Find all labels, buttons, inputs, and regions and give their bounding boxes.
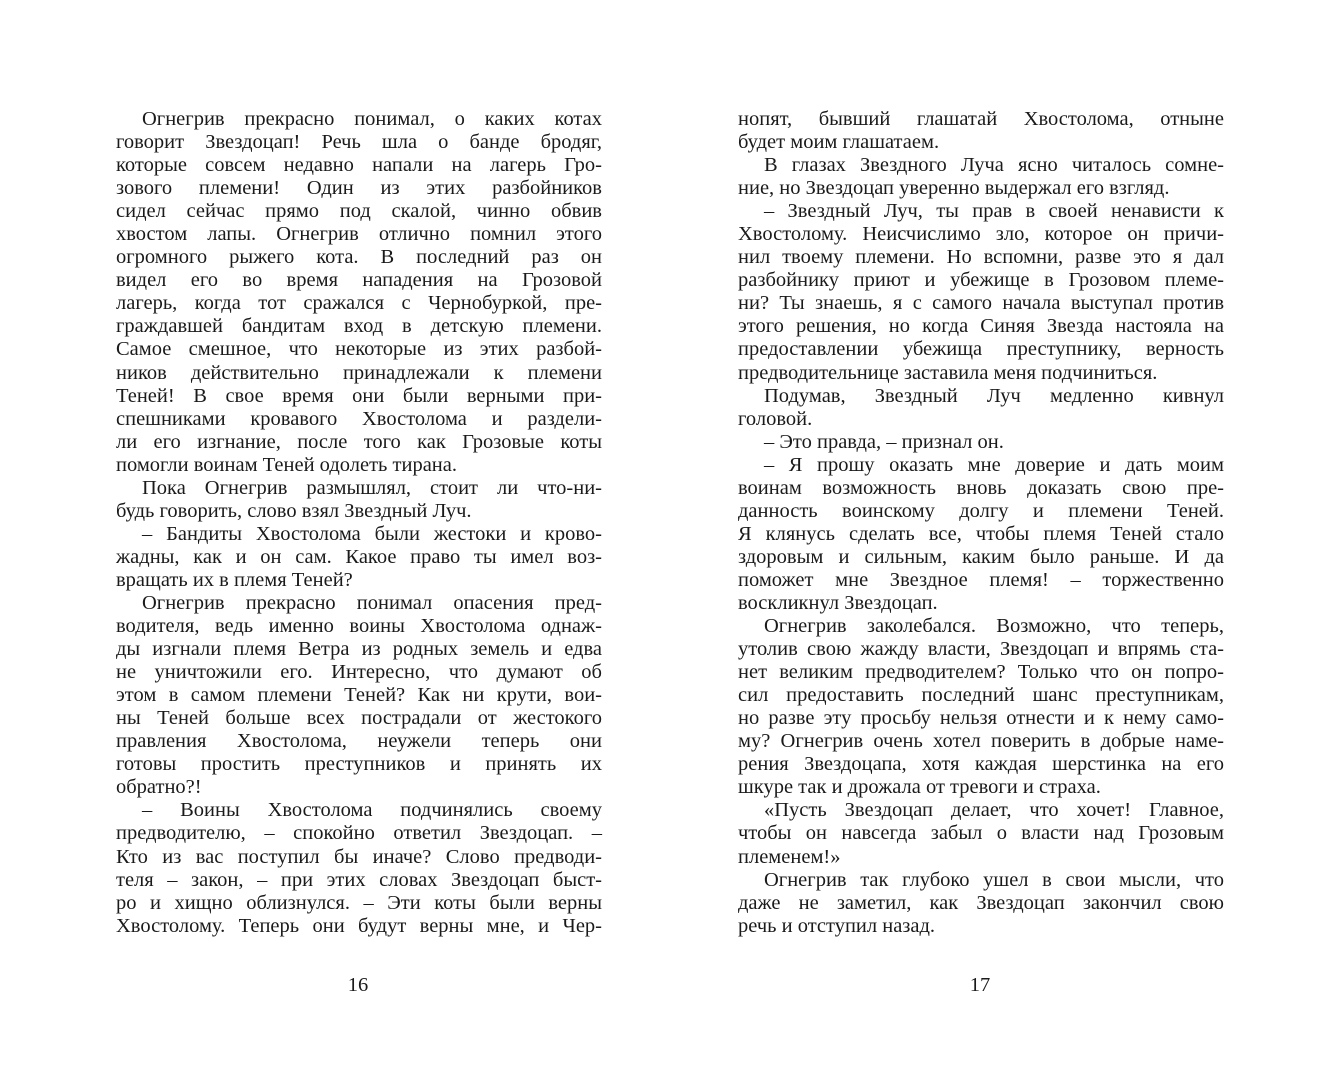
text-line: – Это правда, – признал он. <box>764 430 1004 453</box>
text-line: будет моим глашатаем. <box>738 131 940 154</box>
text-line: этого решения, но когда Синяя Звезда настояла на <box>738 315 1224 338</box>
text-line: чтобы он навсегда забыл о власти над Грозовым <box>738 822 1224 845</box>
text-line: воинам возможность вновь доказать свою пре- <box>738 476 1224 499</box>
text-line: головой. <box>738 407 813 430</box>
text-line: здоровым и сильным, каким было раньше. И да <box>738 545 1224 568</box>
text-line: шкуре так и дрожала от тревоги и страха. <box>738 776 1101 799</box>
text-line: му? Огнегрив очень хотел поверить в добрые наме- <box>738 730 1224 753</box>
text-line: жадны, как и он сам. Какое право ты имел воз- <box>116 545 602 568</box>
text-line: ние, но Звездоцап уверенно выдержал его взгляд. <box>738 177 1170 200</box>
text-line: ников действительно принадлежали к племени <box>116 361 602 384</box>
text-line: будь говорить, слово взял Звездный Луч. <box>116 499 472 522</box>
text-line: Огнегрив так глубоко ушел в свои мысли, что <box>764 868 1224 891</box>
text-line: этом в самом племени Теней? Как ни крути, вои- <box>116 684 602 707</box>
text-line: нет великим предводителем? Только что он попро- <box>738 661 1224 684</box>
text-line: вращать их в племя Теней? <box>116 568 353 591</box>
text-line: лагерь, когда тот сражался с Чернобуркой, пре- <box>116 292 602 315</box>
text-line: – Я прошу оказать мне доверие и дать моим <box>764 453 1224 476</box>
text-line: правления Хвостолома, неужели теперь они <box>116 730 602 753</box>
text-line: ли его изгнание, после того как Грозовые коты <box>116 430 602 453</box>
text-line: Огнегрив прекрасно понимал опасения пред- <box>142 591 602 614</box>
text-line: граждавшей бандитам вход в детскую племени. <box>116 315 602 338</box>
text-line: «Пусть Звездоцап делает, что хочет! Главное, <box>764 799 1224 822</box>
text-line: готовы простить преступников и принять их <box>116 753 602 776</box>
text-line: – Воины Хвостолома подчинялись своему <box>142 799 602 822</box>
text-line: Хвостолому. Неисчислимо зло, которое он причи- <box>738 223 1224 246</box>
text-line: В глазах Звездного Луча ясно читалось сомне- <box>764 154 1224 177</box>
right-page-text <box>738 108 1224 938</box>
text-line: которые совсем недавно напали на лагерь Гро- <box>116 154 602 177</box>
text-line: Огнегрив прекрасно понимал, о каких котах <box>142 108 602 130</box>
text-line: воскликнул Звездоцап. <box>738 591 938 614</box>
text-line: нопят, бывший глашатай Хвостолома, отныне <box>738 108 1224 130</box>
text-line: Теней! В свое время они были верными при- <box>116 384 602 407</box>
text-line: ды изгнали племя Ветра из родных земель и едва <box>116 638 602 661</box>
left-page <box>0 0 668 1080</box>
text-line: зового племени! Один из этих разбойников <box>116 177 602 200</box>
text-line: водителя, ведь именно воины Хвостолома однаж- <box>116 615 602 638</box>
text-line: Я клянусь сделать все, чтобы племя Теней стало <box>738 522 1224 545</box>
text-line: – Бандиты Хвостолома были жестоки и крово- <box>142 522 602 545</box>
text-line: речь и отступил назад. <box>738 914 936 937</box>
text-line: ни? Ты знаешь, я с самого начала выступал против <box>738 292 1224 315</box>
text-line: Подумав, Звездный Луч медленно кивнул <box>764 384 1224 407</box>
text-line: не уничтожили его. Интересно, что думают об <box>116 661 602 684</box>
text-line: теля – закон, – при этих словах Звездоцап быст- <box>116 868 602 891</box>
text-line: огромного рыжего кота. В последний раз он <box>116 246 602 269</box>
text-line: разбойнику приют и убежище в Грозовом племе- <box>738 269 1224 292</box>
text-line: Самое смешное, что некоторые из этих разбой- <box>116 338 602 361</box>
text-line: сидел сейчас прямо под скалой, чинно обвив <box>116 200 602 223</box>
right-page <box>668 0 1337 1080</box>
text-line: ро и хищно облизнулся. – Эти коты были верны <box>116 891 602 914</box>
text-line: предводительнице заставила меня подчиниться. <box>738 361 1158 384</box>
text-line: рения Звездоцапа, хотя каждая шерстинка на его <box>738 753 1224 776</box>
text-line: – Звездный Луч, ты прав в своей ненависти к <box>764 200 1224 223</box>
text-line: Хвостолому. Теперь они будут верны мне, и Чер- <box>116 914 602 937</box>
text-line: нил твоему племени. Но вспомни, разве это я дал <box>738 246 1224 269</box>
text-line: предводителю, – спокойно ответил Звездоцап. – <box>116 822 602 845</box>
text-line: видел его во время нападения на Грозовой <box>116 269 602 292</box>
text-line: данность воинскому долгу и племени Теней. <box>738 499 1224 522</box>
text-line: даже не заметил, как Звездоцап закончил свою <box>738 891 1224 914</box>
text-line: говорит Звездоцап! Речь шла о банде бродяг, <box>116 131 602 154</box>
text-line: ны Теней больше всех пострадали от жестокого <box>116 707 602 730</box>
text-line: обратно?! <box>116 776 202 799</box>
page-number: 17 <box>969 974 991 996</box>
text-line: племенем!» <box>738 845 841 868</box>
text-line: сил предоставить последний шанс преступникам, <box>738 684 1224 707</box>
text-line: утолив свою жажду власти, Звездоцап и впрямь ста- <box>738 638 1224 661</box>
text-line: помогли воинам Теней одолеть тирана. <box>116 453 457 476</box>
text-line: Огнегрив заколебался. Возможно, что теперь, <box>764 615 1224 638</box>
text-line: Кто из вас поступил бы иначе? Слово предводи- <box>116 845 602 868</box>
text-line: предоставлении убежища преступнику, верность <box>738 338 1224 361</box>
text-line: поможет мне Звездное племя! – торжественно <box>738 568 1224 591</box>
page-number: 16 <box>347 974 369 996</box>
text-line: Пока Огнегрив размышлял, стоит ли что-ни- <box>142 476 602 499</box>
left-page-text <box>116 108 602 938</box>
text-line: но разве эту просьбу нельзя отнести и к нему само- <box>738 707 1224 730</box>
text-line: хвостом лапы. Огнегрив отлично помнил этого <box>116 223 602 246</box>
text-line: спешниками кровавого Хвостолома и раздели- <box>116 407 602 430</box>
